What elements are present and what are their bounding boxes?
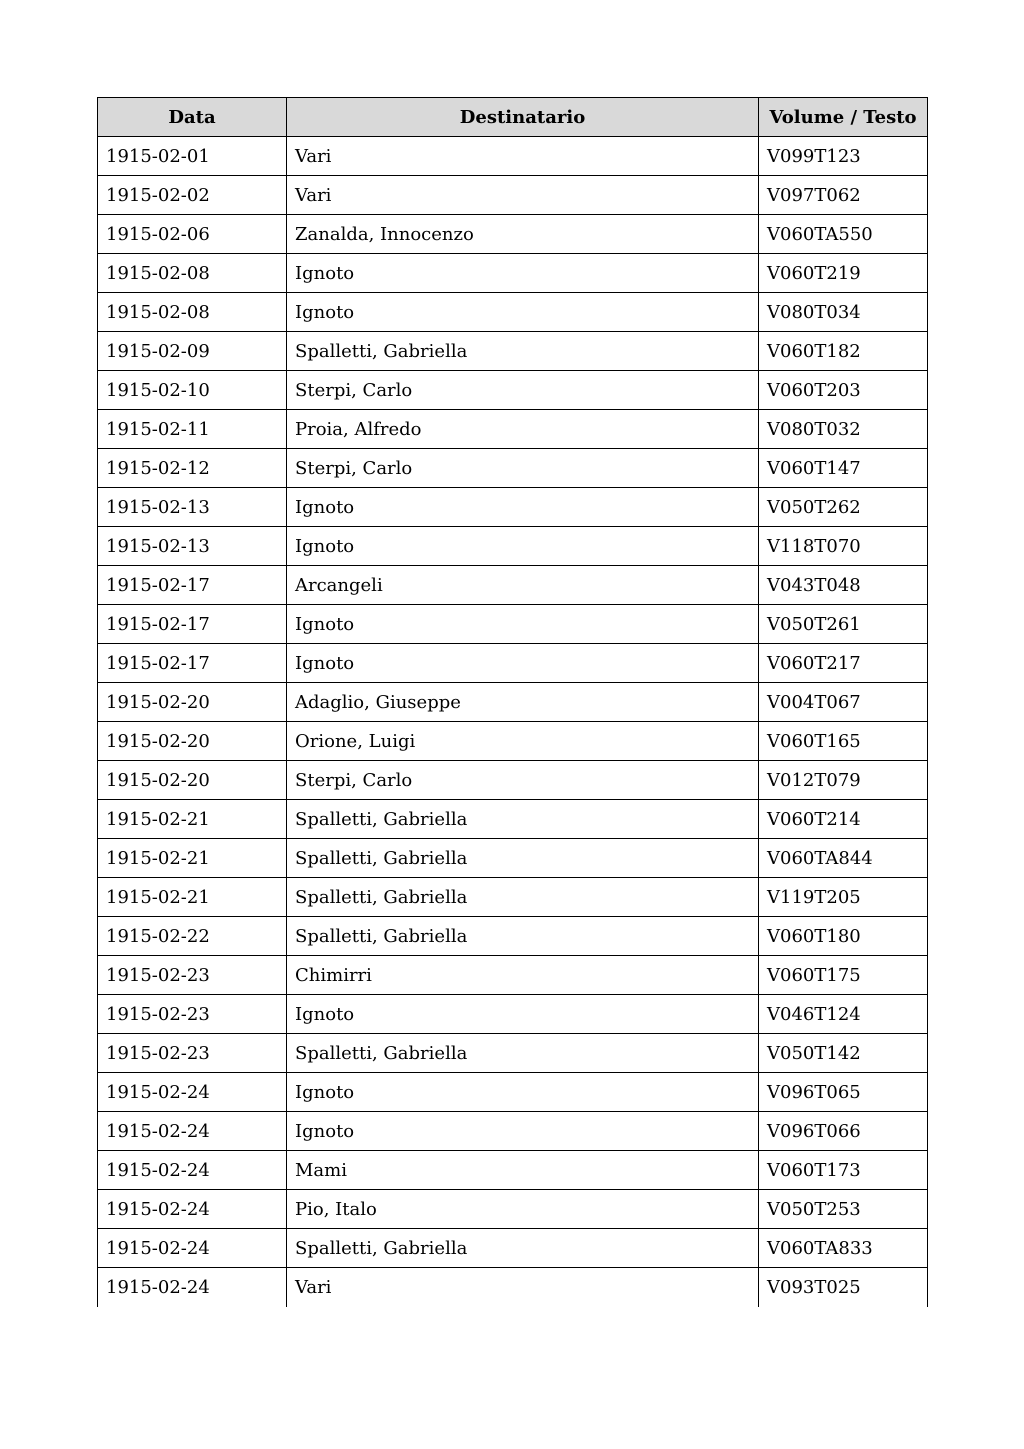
table-row: [98, 332, 928, 371]
date-cell: 1915-02-24: [98, 1190, 287, 1229]
date-cell: 1915-02-24: [98, 1268, 287, 1307]
table-row: [98, 254, 928, 293]
date-cell: 1915-02-23: [98, 1034, 287, 1073]
recipient-cell: Spalletti, Gabriella: [287, 1034, 759, 1073]
column-header-data: Data: [98, 98, 287, 137]
recipient-cell: Spalletti, Gabriella: [287, 878, 759, 917]
volume-text-cell: V004T067: [759, 683, 928, 722]
table-row: [98, 1268, 928, 1307]
volume-text-cell: V060T182: [759, 332, 928, 371]
table-header-row: [98, 98, 928, 137]
table-row: [98, 527, 928, 566]
date-cell: 1915-02-17: [98, 605, 287, 644]
date-cell: 1915-02-21: [98, 839, 287, 878]
recipient-cell: Ignoto: [287, 293, 759, 332]
date-cell: 1915-02-06: [98, 215, 287, 254]
table-row: [98, 683, 928, 722]
recipient-cell: Sterpi, Carlo: [287, 449, 759, 488]
table-row: [98, 488, 928, 527]
date-cell: 1915-02-20: [98, 761, 287, 800]
date-cell: 1915-02-12: [98, 449, 287, 488]
date-cell: 1915-02-24: [98, 1112, 287, 1151]
volume-text-cell: V119T205: [759, 878, 928, 917]
recipient-cell: Ignoto: [287, 527, 759, 566]
table-row: [98, 1190, 928, 1229]
recipient-cell: Mami: [287, 1151, 759, 1190]
recipient-cell: Sterpi, Carlo: [287, 761, 759, 800]
date-cell: 1915-02-08: [98, 254, 287, 293]
volume-text-cell: V060T175: [759, 956, 928, 995]
table-row: [98, 644, 928, 683]
volume-text-cell: V046T124: [759, 995, 928, 1034]
table-row: [98, 1034, 928, 1073]
volume-text-cell: V060T147: [759, 449, 928, 488]
date-cell: 1915-02-20: [98, 683, 287, 722]
date-cell: 1915-02-02: [98, 176, 287, 215]
recipient-cell: Ignoto: [287, 254, 759, 293]
volume-text-cell: V043T048: [759, 566, 928, 605]
date-cell: 1915-02-24: [98, 1151, 287, 1190]
date-cell: 1915-02-21: [98, 878, 287, 917]
date-cell: 1915-02-13: [98, 488, 287, 527]
date-cell: 1915-02-09: [98, 332, 287, 371]
recipient-cell: Spalletti, Gabriella: [287, 839, 759, 878]
date-cell: 1915-02-22: [98, 917, 287, 956]
date-cell: 1915-02-24: [98, 1229, 287, 1268]
volume-text-cell: V060T180: [759, 917, 928, 956]
volume-text-cell: V096T066: [759, 1112, 928, 1151]
volume-text-cell: V060T203: [759, 371, 928, 410]
recipient-cell: Ignoto: [287, 1112, 759, 1151]
table-row: [98, 956, 928, 995]
table-row: [98, 722, 928, 761]
table-row: [98, 1229, 928, 1268]
volume-text-cell: V050T262: [759, 488, 928, 527]
table-row: [98, 1073, 928, 1112]
volume-text-cell: V050T253: [759, 1190, 928, 1229]
recipient-cell: Vari: [287, 176, 759, 215]
table-row: [98, 800, 928, 839]
volume-text-cell: V118T070: [759, 527, 928, 566]
table-row: [98, 137, 928, 176]
table-body: [98, 137, 928, 1307]
date-cell: 1915-02-13: [98, 527, 287, 566]
date-cell: 1915-02-10: [98, 371, 287, 410]
table-row: [98, 410, 928, 449]
volume-text-cell: V060TA844: [759, 839, 928, 878]
table-row: [98, 449, 928, 488]
recipient-cell: Sterpi, Carlo: [287, 371, 759, 410]
volume-text-cell: V050T142: [759, 1034, 928, 1073]
volume-text-cell: V060T173: [759, 1151, 928, 1190]
column-header-volume-testo: Volume / Testo: [759, 98, 928, 137]
recipient-cell: Spalletti, Gabriella: [287, 800, 759, 839]
table-row: [98, 1112, 928, 1151]
recipient-cell: Spalletti, Gabriella: [287, 917, 759, 956]
date-cell: 1915-02-08: [98, 293, 287, 332]
volume-text-cell: V060T214: [759, 800, 928, 839]
volume-text-cell: V093T025: [759, 1268, 928, 1307]
date-cell: 1915-02-24: [98, 1073, 287, 1112]
recipient-cell: Ignoto: [287, 488, 759, 527]
date-cell: 1915-02-23: [98, 995, 287, 1034]
volume-text-cell: V060TA833: [759, 1229, 928, 1268]
recipient-cell: Pio, Italo: [287, 1190, 759, 1229]
volume-text-cell: V099T123: [759, 137, 928, 176]
recipient-cell: Vari: [287, 137, 759, 176]
table-row: [98, 176, 928, 215]
volume-text-cell: V080T034: [759, 293, 928, 332]
recipient-cell: Chimirri: [287, 956, 759, 995]
letters-table: [97, 97, 928, 1307]
recipient-cell: Spalletti, Gabriella: [287, 332, 759, 371]
date-cell: 1915-02-17: [98, 644, 287, 683]
table-row: [98, 761, 928, 800]
date-cell: 1915-02-20: [98, 722, 287, 761]
date-cell: 1915-02-11: [98, 410, 287, 449]
date-cell: 1915-02-23: [98, 956, 287, 995]
table-row: [98, 917, 928, 956]
table-row: [98, 995, 928, 1034]
table-row: [98, 878, 928, 917]
table-row: [98, 215, 928, 254]
recipient-cell: Zanalda, Innocenzo: [287, 215, 759, 254]
recipient-cell: Ignoto: [287, 644, 759, 683]
volume-text-cell: V060T217: [759, 644, 928, 683]
date-cell: 1915-02-01: [98, 137, 287, 176]
recipient-cell: Spalletti, Gabriella: [287, 1229, 759, 1268]
volume-text-cell: V080T032: [759, 410, 928, 449]
recipient-cell: Orione, Luigi: [287, 722, 759, 761]
date-cell: 1915-02-21: [98, 800, 287, 839]
table-row: [98, 605, 928, 644]
table-row: [98, 1151, 928, 1190]
table-row: [98, 371, 928, 410]
volume-text-cell: V096T065: [759, 1073, 928, 1112]
column-header-destinatario: Destinatario: [287, 98, 759, 137]
recipient-cell: Proia, Alfredo: [287, 410, 759, 449]
recipient-cell: Arcangeli: [287, 566, 759, 605]
recipient-cell: Vari: [287, 1268, 759, 1307]
recipient-cell: Adaglio, Giuseppe: [287, 683, 759, 722]
recipient-cell: Ignoto: [287, 605, 759, 644]
date-cell: 1915-02-17: [98, 566, 287, 605]
recipient-cell: Ignoto: [287, 995, 759, 1034]
table-row: [98, 293, 928, 332]
volume-text-cell: V060T165: [759, 722, 928, 761]
volume-text-cell: V060T219: [759, 254, 928, 293]
volume-text-cell: V012T079: [759, 761, 928, 800]
volume-text-cell: V097T062: [759, 176, 928, 215]
table-row: [98, 566, 928, 605]
recipient-cell: Ignoto: [287, 1073, 759, 1112]
volume-text-cell: V050T261: [759, 605, 928, 644]
table-row: [98, 839, 928, 878]
volume-text-cell: V060TA550: [759, 215, 928, 254]
